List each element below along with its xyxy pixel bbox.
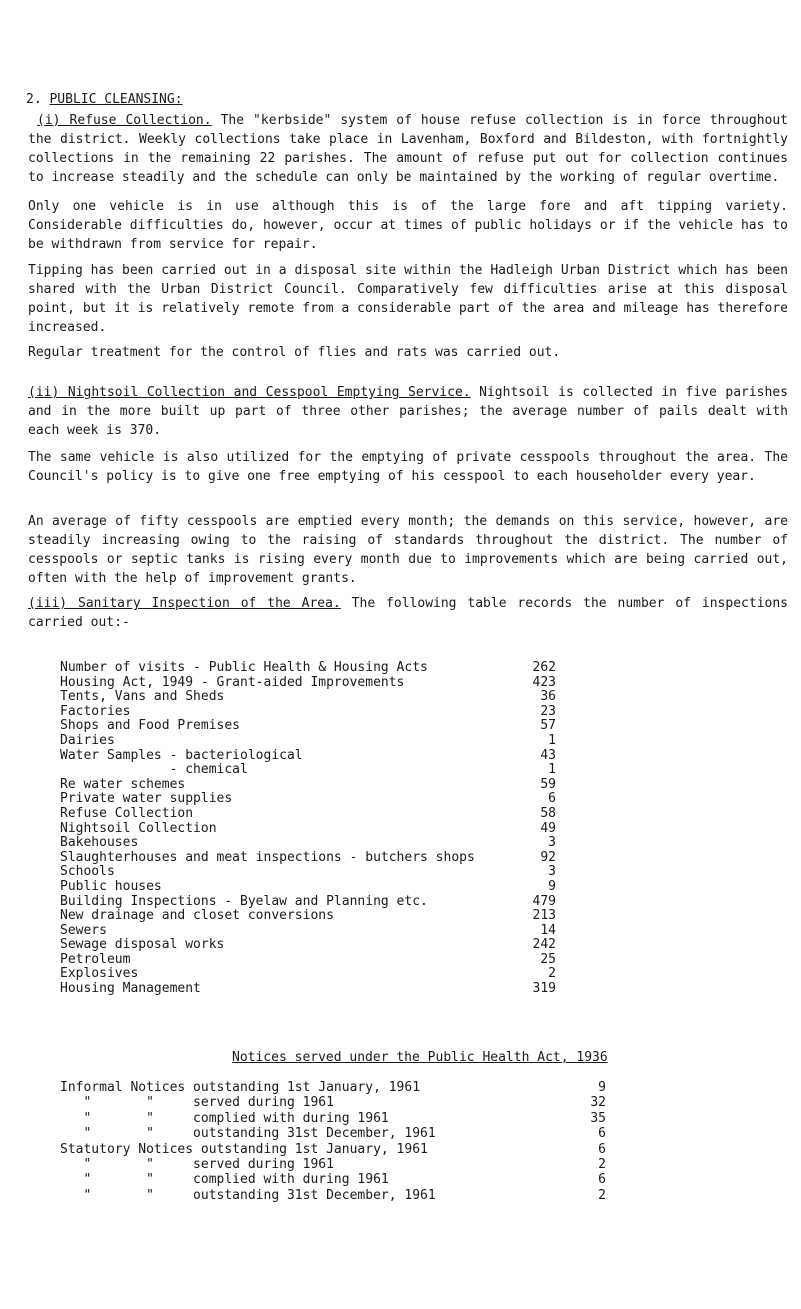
table-row bbox=[60, 1142, 606, 1157]
vehicle-paragraph: Only one vehicle is in use although this is of the large fore and aft tipping variety. Considerable difficulties do, however, occur at times of public holidays or if the vehicle has to be withdrawn from service for repair. bbox=[28, 199, 788, 252]
row-label: Dairies bbox=[60, 732, 115, 748]
row-label: Informal Notices outstanding 1st January, 1961 bbox=[60, 1080, 421, 1095]
row-value: 2 bbox=[598, 1157, 606, 1173]
row-label: Re water schemes bbox=[60, 776, 186, 792]
row-label: Building Inspections - Byelaw and Planning etc. bbox=[60, 893, 428, 909]
row-label: Slaughterhouses and meat inspections - butchers shops bbox=[60, 849, 475, 865]
row-value: 262 bbox=[532, 660, 556, 675]
row-value: 25 bbox=[540, 951, 556, 967]
row-label: - chemical bbox=[60, 762, 248, 778]
row-value: 9 bbox=[598, 1080, 606, 1095]
row-label: Tents, Vans and Sheds bbox=[60, 689, 225, 705]
table-row bbox=[60, 1080, 606, 1095]
row-label: Nightsoil Collection bbox=[60, 820, 217, 836]
row-value: 43 bbox=[540, 747, 556, 763]
notices-table bbox=[60, 1080, 606, 1203]
table-row bbox=[60, 895, 556, 910]
sanitary-label: (iii) Sanitary Inspection of the Area. bbox=[28, 596, 341, 611]
row-value: 2 bbox=[548, 966, 556, 982]
row-label: " " served during 1961 bbox=[60, 1095, 334, 1111]
row-value: 92 bbox=[540, 849, 556, 865]
row-value: 14 bbox=[540, 922, 556, 938]
table-row bbox=[60, 1126, 606, 1141]
inspections-table bbox=[60, 661, 556, 997]
row-value: 3 bbox=[548, 835, 556, 851]
row-label: " " outstanding 31st December, 1961 bbox=[60, 1187, 436, 1203]
row-label: Private water supplies bbox=[60, 791, 233, 807]
table-row bbox=[60, 661, 556, 676]
table-row bbox=[60, 749, 556, 764]
row-value: 319 bbox=[532, 981, 556, 997]
row-value: 3 bbox=[548, 864, 556, 880]
row-value: 213 bbox=[532, 908, 556, 924]
table-row bbox=[60, 807, 556, 822]
table-row bbox=[60, 967, 556, 982]
row-label: Refuse Collection bbox=[60, 805, 194, 821]
row-label: Number of visits - Public Health & Housing Acts bbox=[60, 660, 428, 675]
row-value: 6 bbox=[598, 1126, 606, 1142]
tipping-paragraph: Tipping has been carried out in a disposal site within the Hadleigh Urban District which has been shared with the Urban District Council. Comparatively few difficulties arise at this disposal point, but it is relatively remote from a considerable part of the area and mileage has therefore increased. bbox=[28, 263, 788, 335]
row-label: " " complied with during 1961 bbox=[60, 1172, 389, 1188]
row-label: Petroleum bbox=[60, 951, 131, 967]
nightsoil-paragraph bbox=[28, 383, 788, 440]
row-label: New drainage and closet conversions bbox=[60, 908, 334, 924]
table-row bbox=[60, 792, 556, 807]
table-row bbox=[60, 822, 556, 837]
table-row bbox=[60, 938, 556, 953]
cesspools-paragraph: The same vehicle is also utilized for the emptying of private cesspools throughout the area. The Council's policy is to give one free emptying of his cesspool to each householder every year. bbox=[28, 450, 788, 484]
sanitary-paragraph bbox=[28, 594, 788, 632]
row-label: Housing Management bbox=[60, 981, 201, 997]
nightsoil-text: Nightsoil is collected in five parishes and in the more built up part of three other parishes; the average number of pails dealt with each week is 370. bbox=[28, 385, 788, 438]
table-row bbox=[60, 880, 556, 895]
table-row bbox=[60, 778, 556, 793]
refuse-collection-label: (i) Refuse Collection. bbox=[37, 113, 212, 128]
table-row bbox=[60, 676, 556, 691]
row-value: 242 bbox=[532, 937, 556, 953]
row-value: 23 bbox=[540, 703, 556, 719]
refuse-collection-paragraph bbox=[28, 111, 788, 187]
nightsoil-label: (ii) Nightsoil Collection and Cesspool Emptying Service. bbox=[28, 385, 471, 400]
table-row bbox=[60, 719, 556, 734]
row-value: 6 bbox=[548, 791, 556, 807]
table-row bbox=[60, 1157, 606, 1172]
row-value: 479 bbox=[532, 893, 556, 909]
row-value: 6 bbox=[598, 1172, 606, 1188]
row-label: Factories bbox=[60, 703, 131, 719]
table-row bbox=[60, 1188, 606, 1203]
table-row bbox=[60, 1172, 606, 1187]
table-row bbox=[60, 763, 556, 778]
table-row bbox=[60, 851, 556, 866]
row-label: Shops and Food Premises bbox=[60, 718, 241, 734]
row-value: 57 bbox=[540, 718, 556, 734]
row-value: 49 bbox=[540, 820, 556, 836]
table-row bbox=[60, 953, 556, 968]
row-label: Public houses bbox=[60, 878, 162, 894]
section-title: PUBLIC CLEANSING: bbox=[49, 92, 183, 107]
table-row bbox=[60, 924, 556, 939]
row-value: 6 bbox=[598, 1141, 606, 1157]
table-row bbox=[60, 836, 556, 851]
row-label: Sewers bbox=[60, 922, 107, 938]
row-label: Bakehouses bbox=[60, 835, 139, 851]
row-label: " " outstanding 31st December, 1961 bbox=[60, 1126, 436, 1142]
sanitary-text: The following table records the number of inspections carried out:- bbox=[28, 596, 788, 630]
table-row bbox=[60, 1111, 606, 1126]
row-value: 1 bbox=[548, 762, 556, 778]
row-value: 2 bbox=[598, 1187, 606, 1203]
row-value: 32 bbox=[590, 1095, 606, 1111]
row-label: Housing Act, 1949 - Grant-aided Improvements bbox=[60, 674, 405, 690]
row-label: Water Samples - bacteriological bbox=[60, 747, 303, 763]
row-value: 36 bbox=[540, 689, 556, 705]
row-value: 1 bbox=[548, 732, 556, 748]
row-value: 35 bbox=[590, 1110, 606, 1126]
notices-title: Notices served under the Public Health Act, 1936 bbox=[232, 1050, 608, 1065]
table-row bbox=[60, 982, 556, 997]
row-label: Explosives bbox=[60, 966, 139, 982]
average-paragraph: An average of fifty cesspools are emptied every month; the demands on this service, however, are steadily increasing owing to the raising of standards throughout the district. The number of cesspools or septic tanks is rising every month due to improvements which are being carried out, often with the help of improvement grants. bbox=[28, 514, 788, 586]
row-value: 58 bbox=[540, 805, 556, 821]
table-row bbox=[60, 690, 556, 705]
refuse-collection-text: The "kerbside" system of house refuse collection is in force throughout the district. Weekly collections take place in Lavenham, Boxford and Bildeston, with fortnightly collections in the remaining 22 parishes. The amount of refuse put out for collection continues to increase steadily and the schedule can only be maintained by the working of regular overtime. bbox=[28, 113, 789, 185]
flies-paragraph: Regular treatment for the control of flies and rats was carried out. bbox=[28, 345, 561, 360]
row-value: 59 bbox=[540, 776, 556, 792]
table-row bbox=[60, 705, 556, 720]
table-row bbox=[60, 734, 556, 749]
row-label: " " served during 1961 bbox=[60, 1157, 334, 1173]
row-label: Sewage disposal works bbox=[60, 937, 225, 953]
row-label: Statutory Notices outstanding 1st January, 1961 bbox=[60, 1141, 428, 1157]
row-value: 423 bbox=[532, 674, 556, 690]
table-row bbox=[60, 909, 556, 924]
section-heading bbox=[26, 92, 183, 107]
section-number: 2. bbox=[26, 92, 42, 107]
row-label: Schools bbox=[60, 864, 115, 880]
table-row bbox=[60, 1095, 606, 1110]
row-label: " " complied with during 1961 bbox=[60, 1110, 389, 1126]
table-row bbox=[60, 865, 556, 880]
row-value: 9 bbox=[548, 878, 556, 894]
